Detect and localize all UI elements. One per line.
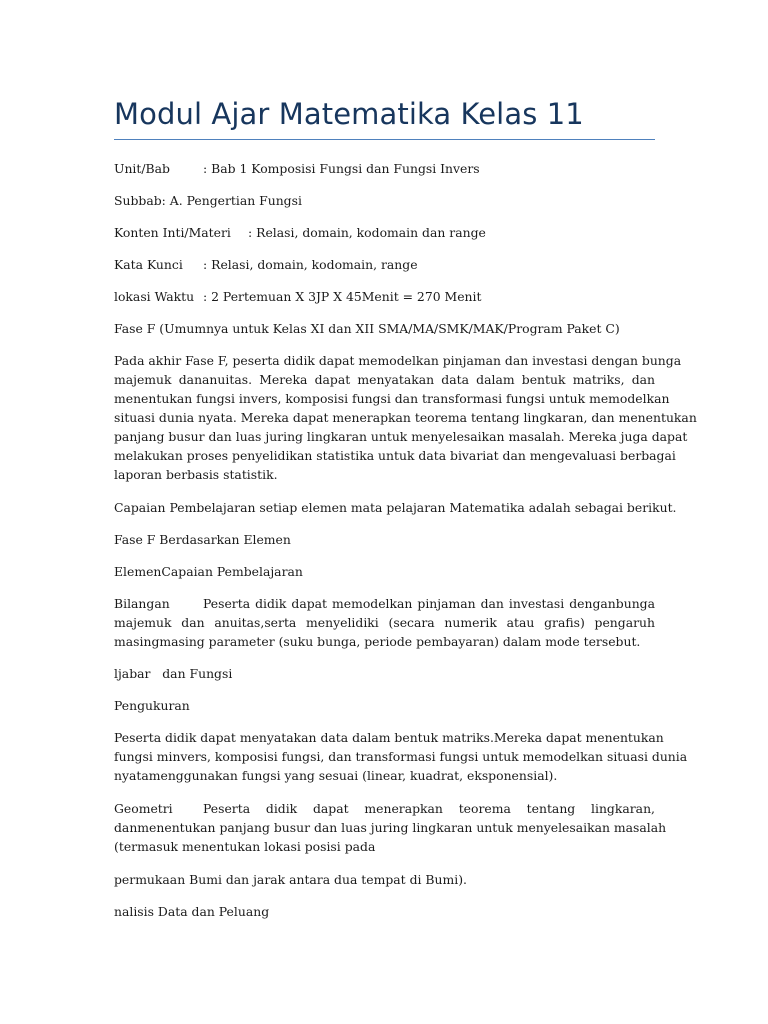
meta-lokasi-row xyxy=(114,287,655,306)
fase-berdasarkan: Fase F Berdasarkan Elemen xyxy=(114,532,291,547)
bilangan-block xyxy=(114,594,655,651)
pengukuran-label: Pengukuran xyxy=(114,698,190,713)
meta-lokasi-value: : 2 Pertemuan X 3JP X 45Menit = 270 Menit xyxy=(203,289,482,304)
analisis-label: nalisis Data dan Peluang xyxy=(114,904,270,919)
elemen-header: ElemenCapaian Pembelajaran xyxy=(114,564,303,579)
geometri-line-3: (termasuk menentukan lokasi posisi pada xyxy=(114,839,376,854)
geometri-label: Geometri xyxy=(114,801,173,816)
meta-unit-value: : Bab 1 Komposisi Fungsi dan Fungsi Invers xyxy=(203,161,480,176)
paragraph-line: melakukan proses penyelidikan statistika untuk data bivariat dan mengevaluasi berbagai xyxy=(114,448,676,463)
geometri-first-line xyxy=(114,799,655,818)
meta-subbab-label: Subbab xyxy=(114,193,162,208)
meta-kata-label: Kata Kunci xyxy=(114,257,183,272)
bilangan-line-1: Peserta didik dapat memodelkan pinjaman dan investasi denganbunga xyxy=(203,596,655,611)
document-title: Modul Ajar Matematika Kelas 11 xyxy=(114,97,584,131)
meta-kata-row xyxy=(114,255,655,274)
paragraph-line: menentukan fungsi invers, komposisi fungsi dan transformasi fungsi untuk memodelkan xyxy=(114,391,670,406)
paragraph-line: nyatamenggunakan fungsi yang sesuai (linear, kuadrat, eksponensial). xyxy=(114,768,558,783)
fase-line: Fase F (Umumnya untuk Kelas XI dan XII SMA/MA/SMK/MAK/Program Paket C) xyxy=(114,321,620,336)
geometri-continuation: permukaan Bumi dan jarak antara dua tempat di Bumi). xyxy=(114,872,468,887)
bilangan-line-3: masingmasing parameter (suku bunga, periode pembayaran) dalam mode tersebut. xyxy=(114,634,641,649)
aljabar-label: ljabar dan Fungsi xyxy=(114,666,233,681)
bilangan-line-2: majemuk dan anuitas,serta menyelidiki (secara numerik atau grafis) pengaruh xyxy=(114,615,655,630)
paragraph-line: fungsi minvers, komposisi fungsi, dan transformasi fungsi untuk memodelkan situasi dunia xyxy=(114,749,688,764)
meta-lokasi-label: lokasi Waktu xyxy=(114,289,195,304)
geometri-line-2: danmenentukan panjang busur dan luas juring lingkaran untuk menyelesaikan masalah xyxy=(114,820,667,835)
paragraph-line: situasi dunia nyata. Mereka dapat menerapkan teorema tentang lingkaran, dan menentukan xyxy=(114,410,697,425)
capaian-intro: Capaian Pembelajaran setiap elemen mata pelajaran Matematika adalah sebagai berikut. xyxy=(114,500,677,515)
meta-konten-row xyxy=(114,223,655,242)
bilangan-label: Bilangan xyxy=(114,596,170,611)
meta-konten-value: : Relasi, domain, kodomain dan range xyxy=(248,225,486,240)
meta-unit-label: Unit/Bab xyxy=(114,161,170,176)
bilangan-first-line xyxy=(114,594,655,613)
fase-paragraph xyxy=(114,351,697,484)
geometri-block xyxy=(114,799,667,856)
meta-unit-row xyxy=(114,159,655,178)
geometri-line-1: Peserta didik dapat menerapkan teorema tentang lingkaran, xyxy=(203,801,655,816)
meta-konten-label: Konten Inti/Materi xyxy=(114,225,231,240)
title-underline xyxy=(114,139,655,140)
paragraph-line: laporan berbasis statistik. xyxy=(114,467,278,482)
paragraph-line: panjang busur dan luas juring lingkaran untuk menyelesaikan masalah. Mereka juga dapat xyxy=(114,429,688,444)
meta-subbab-row xyxy=(114,191,655,210)
pengukuran-paragraph xyxy=(114,728,688,785)
meta-kata-value: : Relasi, domain, kodomain, range xyxy=(203,257,418,272)
paragraph-line: Peserta didik dapat menyatakan data dalam bentuk matriks.Mereka dapat menentukan xyxy=(114,730,664,745)
meta-subbab-value: : A. Pengertian Fungsi xyxy=(161,193,302,208)
paragraph-line: Pada akhir Fase F, peserta didik dapat memodelkan pinjaman dan investasi dengan bunga xyxy=(114,353,682,368)
paragraph-line: majemuk dananuitas. Mereka dapat menyatakan data dalam bentuk matriks, dan xyxy=(114,372,655,387)
